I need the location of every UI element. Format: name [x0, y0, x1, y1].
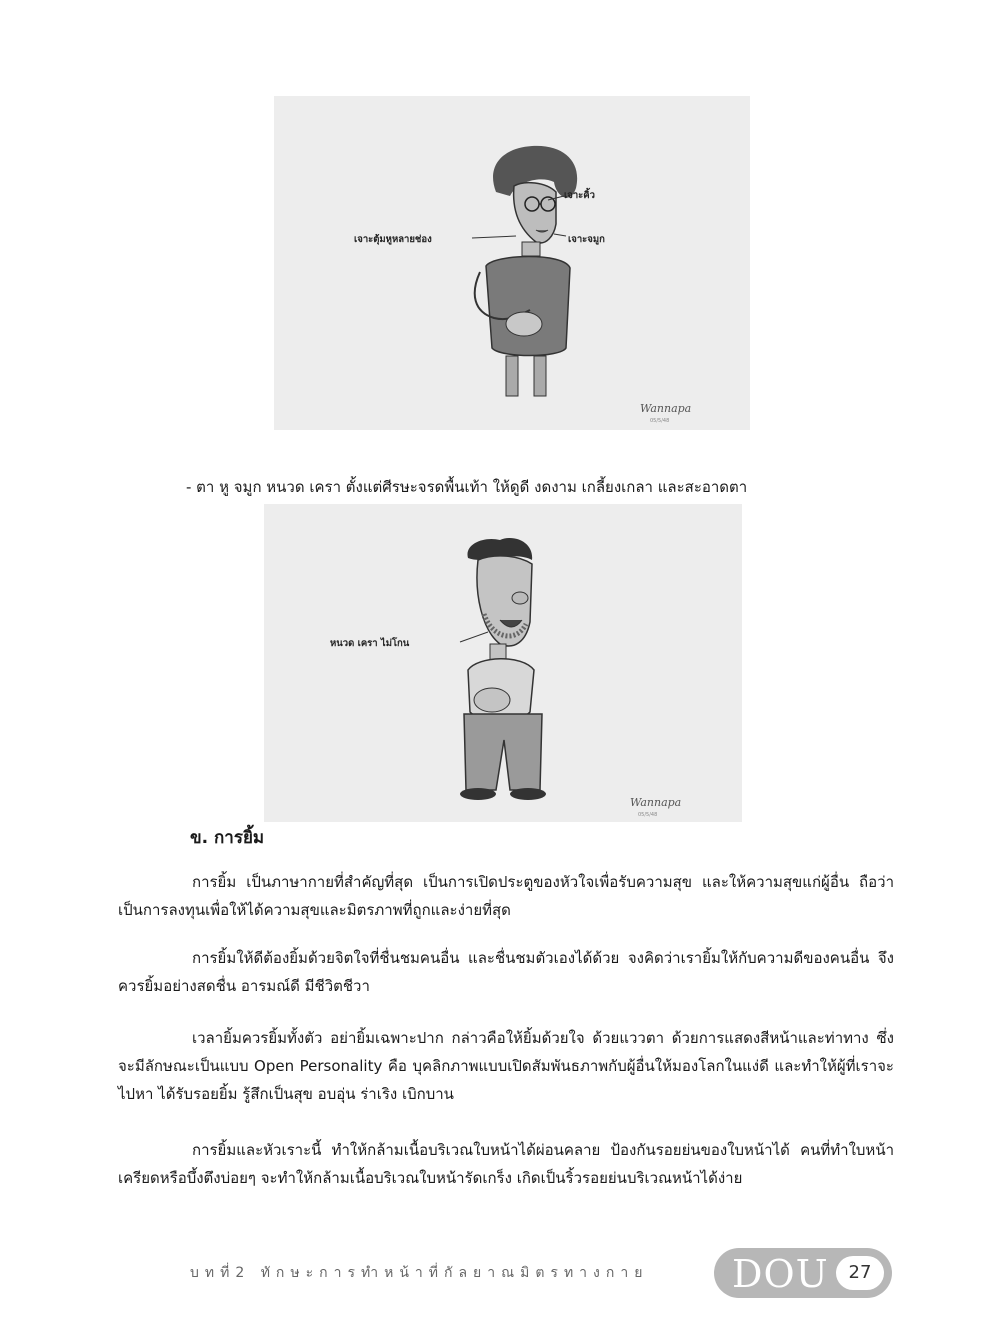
figure-man-beard [264, 504, 742, 822]
figure-woman-piercings [274, 96, 750, 430]
dou-logo: DOU [732, 1252, 829, 1296]
page-number: 27 [836, 1256, 884, 1290]
woman-illustration [274, 96, 750, 430]
dou-page-badge [714, 1248, 892, 1298]
paragraph-2-text: การยิ้มให้ดีต้องยิ้มด้วยจิตใจที่ชื่นชมคนอื่น และชื่นชมตัวเองได้ด้วย จงคิดว่าเรายิ้มให้กับความดีของคนอื่น จึงควรยิ้มอย่างสดชื่น อารมณ์ดี มีชีวิตชีวา [118, 949, 894, 995]
label-nose-piercing: เจาะจมูก [568, 234, 605, 245]
signature-date: 05/5/48 [638, 812, 658, 818]
man-illustration [264, 504, 742, 822]
label-unshaved-beard: หนวด เครา ไม่โกน [330, 638, 410, 649]
paragraph-1-text: การยิ้ม เป็นภาษากายที่สำคัญที่สุด เป็นการเปิดประตูของหัวใจเพื่อรับความสุข และให้ความสุขแก่ผู้อื่น ถือว่าเป็นการลงทุนเพื่อให้ได้ความสุขและมิตรภาพที่ถูกและง่ายที่สุด [118, 873, 894, 919]
figure-caption: - ตา หู จมูก หนวด เครา ตั้งแต่ศีรษะจรดพื้นเท้า ให้ดูดี งดงาม เกลี้ยงเกลา และสะอาดตา [186, 478, 748, 496]
section-heading: ข. การยิ้ม [190, 828, 265, 848]
paragraph-3 [118, 1024, 894, 1108]
paragraph-2 [118, 944, 894, 1000]
paragraph-4-text: การยิ้มและหัวเราะนี้ ทำให้กล้ามเนื้อบริเวณใบหน้าได้ผ่อนคลาย ป้องกันรอยย่นของใบหน้าได้ คนที่ทำใบหน้าเครียดหรือบึ้งตึงบ่อยๆ จะทำให้กล้ามเนื้อบริเวณใบหน้ารัดเกร็ง เกิดเป็นริ้วรอยย่นบริเวณหน้าได้ง่าย [118, 1141, 894, 1187]
footer-chapter-title: บทที่2 ทักษะการทำหน้าที่กัลยาณมิตรทางกาย [190, 1265, 649, 1281]
artist-signature: Wannapa [640, 402, 692, 415]
artist-signature: Wannapa [630, 796, 682, 809]
label-ear-piercing: เจาะตุ้มหูหลายช่อง [354, 234, 432, 245]
paragraph-1 [118, 868, 894, 924]
paragraph-4 [118, 1136, 894, 1192]
label-eyebrow-piercing: เจาะคิ้ว [564, 190, 595, 201]
paragraph-3-text: เวลายิ้มควรยิ้มทั้งตัว อย่ายิ้มเฉพาะปาก กล่าวคือให้ยิ้มด้วยใจ ด้วยแววตา ด้วยการแสดงสีหน้าและท่าทาง ซึ่งจะมีลักษณะเป็นแบบ Open Personality คือ บุคลิกภาพแบบเปิดสัมพันธภาพกับผู้อื่นให้มองโลกในแง่ดี และทำให้ผู้ที่เราจะไปหา ได้รับรอยยิ้ม รู้สึกเป็นสุข อบอุ่น ร่าเริง เบิกบาน [118, 1029, 894, 1103]
signature-date: 05/5/48 [650, 418, 670, 424]
